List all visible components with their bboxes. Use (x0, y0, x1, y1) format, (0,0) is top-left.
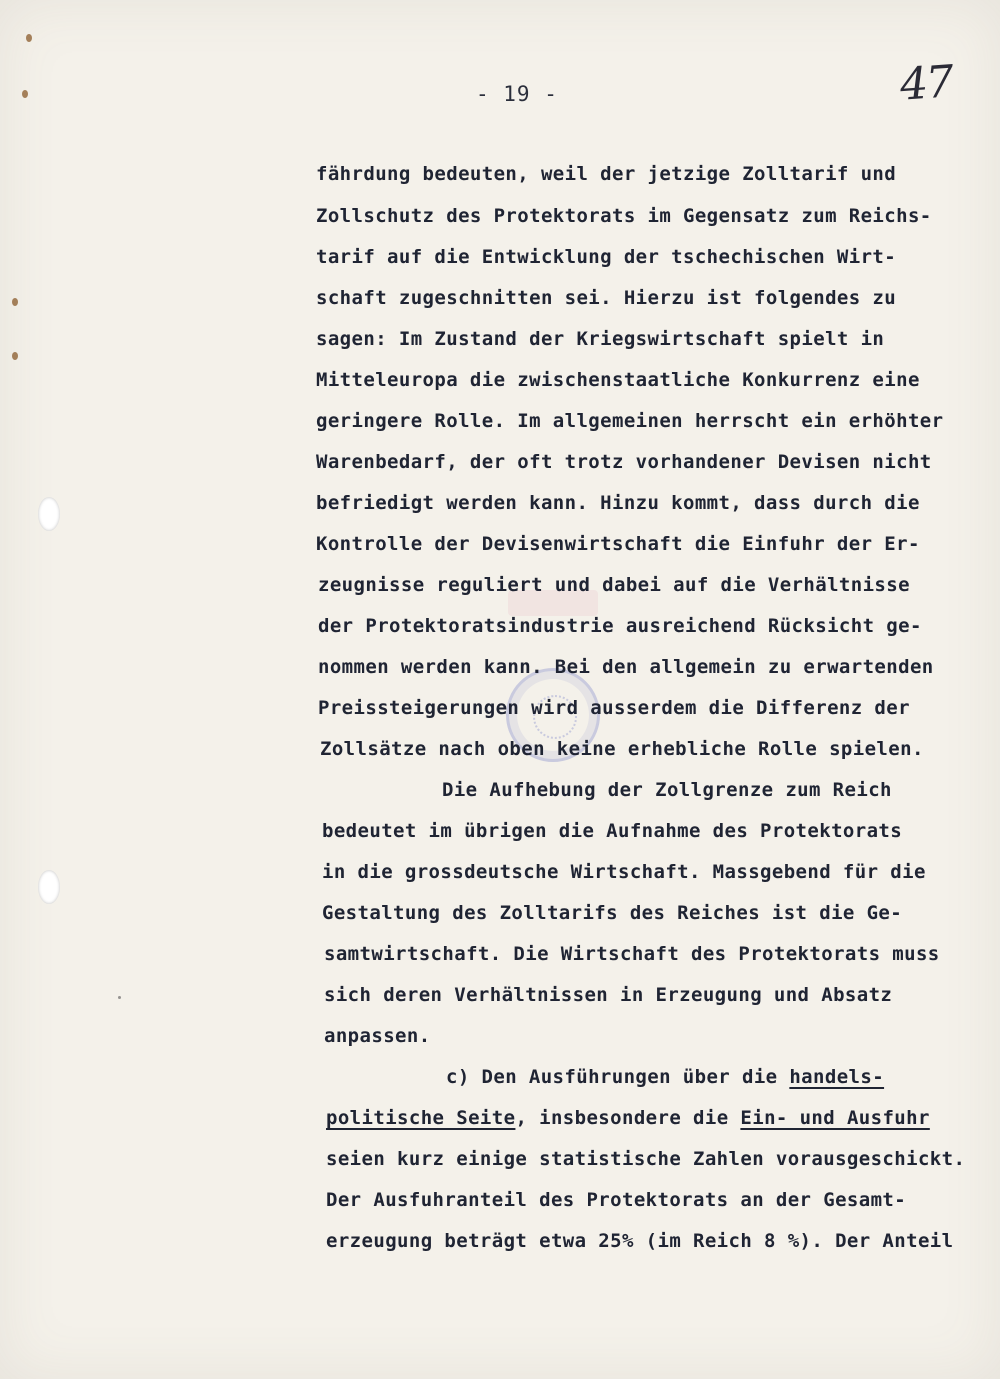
text-line: seien kurz einige statistische Zahlen vorausgeschickt. (326, 1148, 966, 1170)
text-line: fährdung bedeuten, weil der jetzige Zolltarif und (316, 163, 897, 185)
text-line: schaft zugeschnitten sei. Hierzu ist folgendes zu (316, 287, 897, 309)
text-line: in die grossdeutsche Wirtschaft. Massgebend für die (322, 861, 926, 883)
text-line: geringere Rolle. Im allgemeinen herrscht ein erhöhter (316, 410, 944, 432)
underlined-text: Ein- und Ausfuhr (740, 1107, 930, 1129)
text-line: anpassen. (324, 1025, 431, 1047)
text-line: erzeugung beträgt etwa 25% (im Reich 8 %). Der Anteil (326, 1230, 954, 1252)
text-fragment: , insbesondere die (515, 1107, 741, 1129)
text-line: Die Aufhebung der Zollgrenze zum Reich (442, 779, 892, 801)
text-line: sich deren Verhältnissen in Erzeugung und Absatz (324, 984, 893, 1006)
section-c-line (446, 1065, 884, 1089)
text-line: zeugnisse reguliert und dabei auf die Verhältnisse (318, 574, 910, 596)
text-line: tarif auf die Entwicklung der tschechischen Wirt- (316, 246, 897, 268)
underlined-text: politische Seite (326, 1107, 516, 1129)
text-line: samtwirtschaft. Die Wirtschaft des Protektorats muss (324, 943, 940, 965)
text-line: Zollsätze nach oben keine erhebliche Rolle spielen. (320, 738, 924, 760)
text-line: Preissteigerungen wird ausserdem die Differenz der (318, 697, 910, 719)
text-line: Der Ausfuhranteil des Protektorats an der Gesamt- (326, 1189, 907, 1211)
text-line: Gestaltung des Zolltarifs des Reiches ist die Ge- (322, 902, 903, 924)
text-line: befriedigt werden kann. Hinzu kommt, dass durch die (316, 492, 920, 514)
page-number: - 19 - (476, 82, 558, 106)
text-line: Mitteleuropa die zwischenstaatliche Konkurrenz eine (316, 369, 920, 391)
text-line: Zollschutz des Protektorats im Gegensatz zum Reichs- (316, 205, 932, 227)
text-line: Warenbedarf, der oft trotz vorhandener Devisen nicht (316, 451, 932, 473)
text-line: der Protektoratsindustrie ausreichend Rücksicht ge- (318, 615, 922, 637)
section-c-line (326, 1106, 930, 1130)
text-line: Kontrolle der Devisenwirtschaft die Einfuhr der Er- (316, 533, 920, 555)
underlined-text: handels- (789, 1066, 885, 1088)
handwritten-folio-number: 47 (898, 56, 954, 111)
text-fragment: c) Den Ausführungen über die (446, 1066, 790, 1088)
text-line: sagen: Im Zustand der Kriegswirtschaft spielt in (316, 328, 885, 350)
text-line: bedeutet im übrigen die Aufnahme des Protektorats (322, 820, 903, 842)
text-line: nommen werden kann. Bei den allgemein zu erwartenden (318, 656, 934, 678)
